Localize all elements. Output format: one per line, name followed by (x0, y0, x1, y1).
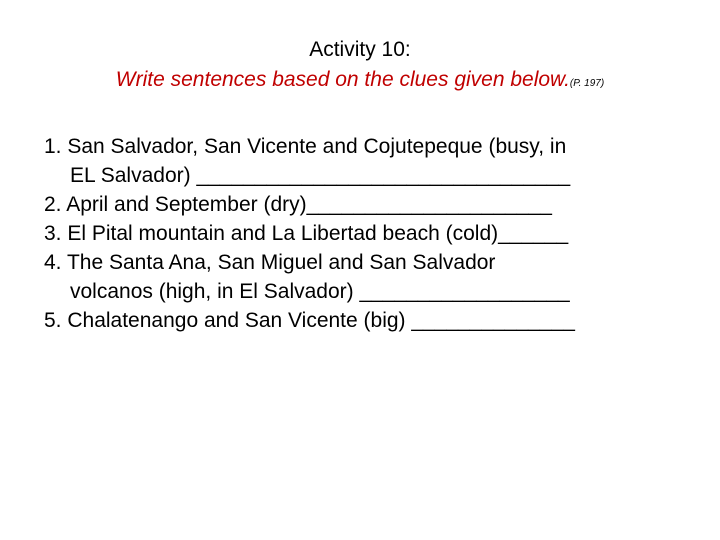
clue-text: 3. El Pital mountain and La Libertad beach (cold)______ (44, 222, 569, 245)
clue-continuation: volcanos (high, in El Salvador) __________________ (70, 280, 570, 303)
activity-title: Activity 10: (309, 38, 411, 61)
clue-text: 5. Chalatenango and San Vicente (big) ______________ (44, 309, 575, 332)
clue-item-1 (44, 132, 694, 190)
page-reference: (P. 197) (569, 78, 605, 89)
clue-text: 4. The Santa Ana, San Miguel and San Salvador (44, 251, 496, 274)
clue-continuation: EL Salvador) ________________________________ (70, 164, 571, 187)
clue-list (44, 132, 694, 335)
clue-item-3 (44, 219, 694, 248)
clue-item-4 (44, 248, 694, 306)
clue-text: 1. San Salvador, San Vicente and Cojutepeque (busy, in (44, 135, 567, 158)
clue-item-2 (44, 190, 694, 219)
clue-text: 2. April and September (dry)_____________________ (44, 193, 552, 216)
instructions-text: Write sentences based on the clues given below. (115, 68, 570, 91)
activity-instructions (0, 65, 720, 99)
clue-item-5 (44, 306, 694, 335)
